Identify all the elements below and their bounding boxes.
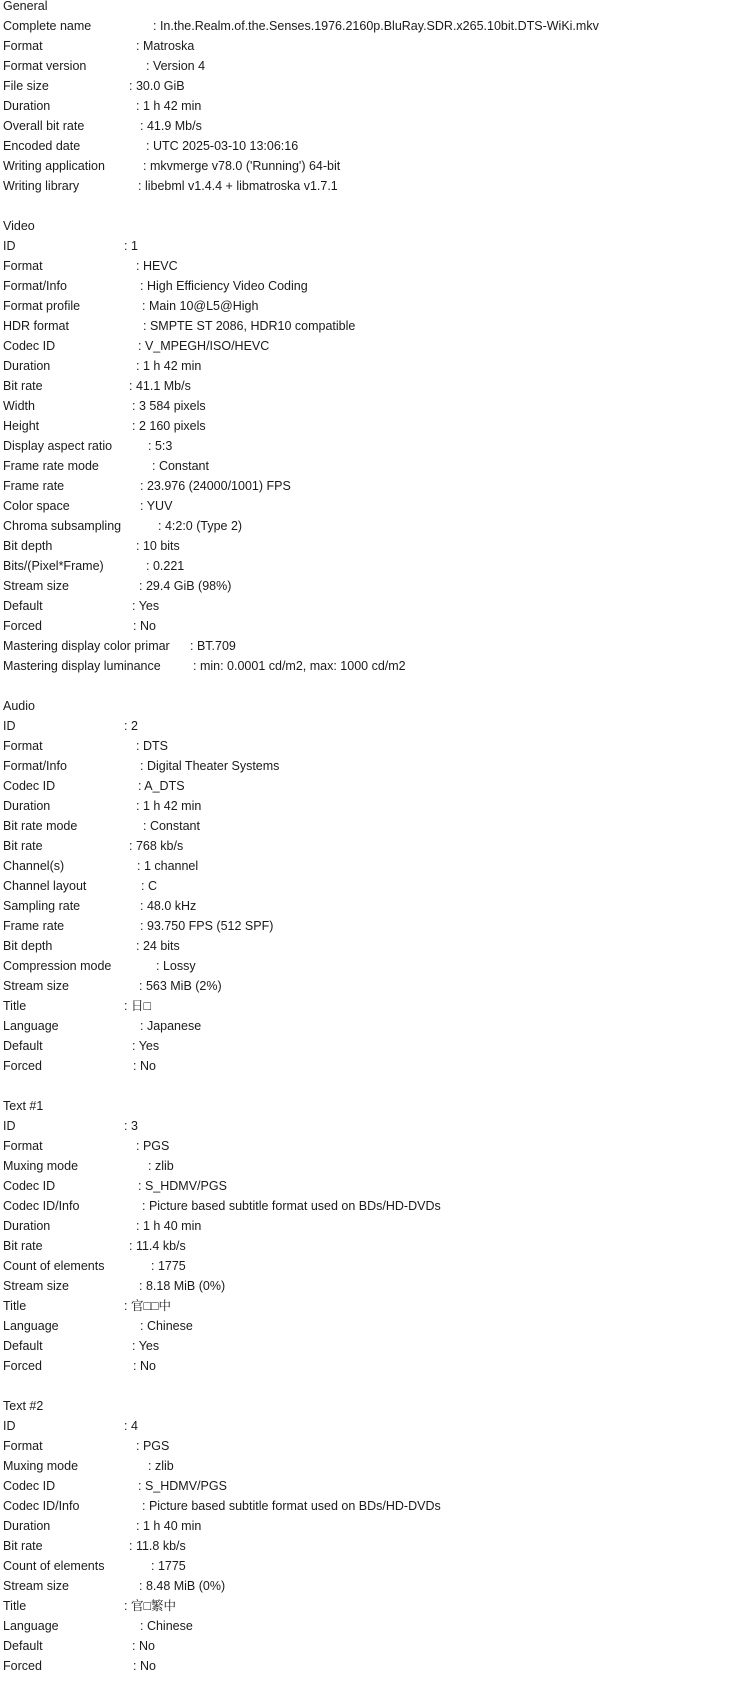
- field-label: Codec ID: [3, 1479, 56, 1493]
- info-row: [3, 236, 740, 256]
- info-row: [3, 1336, 740, 1356]
- field-value: : 1: [124, 239, 138, 253]
- field-value: : 30.0 GiB: [129, 79, 185, 93]
- field-value: : DTS: [136, 739, 168, 753]
- field-label: Frame rate mode: [3, 459, 99, 473]
- field-value: : 10 bits: [136, 539, 180, 553]
- field-label: Duration: [3, 799, 51, 813]
- field-value: : 1 h 40 min: [136, 1519, 202, 1533]
- field-label: Complete name: [3, 19, 92, 33]
- section-title: Video: [3, 219, 35, 233]
- info-row: [3, 416, 740, 436]
- field-label: Mastering display luminance: [3, 659, 161, 673]
- field-value: : 官□繁中: [124, 1599, 176, 1613]
- field-label: Bit rate: [3, 379, 43, 393]
- field-value: : 3: [124, 1119, 138, 1133]
- field-label: File size: [3, 79, 49, 93]
- field-label: Duration: [3, 359, 51, 373]
- info-row: [3, 616, 740, 636]
- field-value: : zlib: [148, 1459, 174, 1473]
- info-row: [3, 916, 740, 936]
- field-label: Height: [3, 419, 40, 433]
- field-value: : min: 0.0001 cd/m2, max: 1000 cd/m2: [193, 659, 406, 673]
- field-label: Muxing mode: [3, 1459, 79, 1473]
- field-label: Format/Info: [3, 759, 67, 773]
- field-value: : No: [133, 619, 156, 633]
- section-text-2: [3, 1396, 740, 1676]
- info-row: [3, 256, 740, 276]
- field-value: : 93.750 FPS (512 SPF): [140, 919, 274, 933]
- field-value: : 29.4 GiB (98%): [139, 579, 232, 593]
- info-row: [3, 16, 740, 36]
- field-label: Writing library: [3, 179, 80, 193]
- field-value: : No: [133, 1359, 156, 1373]
- field-label: Format: [3, 259, 43, 273]
- field-label: Format: [3, 739, 43, 753]
- field-value: : 4:2:0 (Type 2): [158, 519, 243, 533]
- field-value: : Constant: [143, 819, 200, 833]
- info-row: [3, 856, 740, 876]
- field-label: Bit rate: [3, 1539, 43, 1553]
- field-value: : Yes: [132, 599, 160, 613]
- field-label: Language: [3, 1019, 59, 1033]
- field-label: ID: [3, 1119, 16, 1133]
- field-value: : SMPTE ST 2086, HDR10 compatible: [143, 319, 356, 333]
- field-value: : Matroska: [136, 39, 195, 53]
- field-value: : 1 h 42 min: [136, 799, 202, 813]
- field-label: Duration: [3, 99, 51, 113]
- field-label: Forced: [3, 1359, 42, 1373]
- info-row: [3, 276, 740, 296]
- field-value: : Picture based subtitle format used on BDs/HD-DVDs: [142, 1199, 441, 1213]
- field-value: : 1 h 42 min: [136, 359, 202, 373]
- info-row: [3, 976, 740, 996]
- field-value: : 23.976 (24000/1001) FPS: [140, 479, 291, 493]
- field-label: Codec ID/Info: [3, 1199, 80, 1213]
- field-label: Channel(s): [3, 859, 65, 873]
- field-value: : Yes: [132, 1339, 160, 1353]
- section-title: Audio: [3, 699, 35, 713]
- field-value: : 48.0 kHz: [140, 899, 197, 913]
- field-value: : Chinese: [140, 1319, 193, 1333]
- field-value: : 1 h 42 min: [136, 99, 202, 113]
- field-value: : 0.221: [146, 559, 185, 573]
- field-value: : No: [133, 1659, 156, 1673]
- field-value: : Yes: [132, 1039, 160, 1053]
- field-label: Stream size: [3, 1579, 69, 1593]
- field-value: : YUV: [140, 499, 173, 513]
- field-label: Format version: [3, 59, 87, 73]
- field-value: : 24 bits: [136, 939, 180, 953]
- field-value: : High Efficiency Video Coding: [140, 279, 308, 293]
- field-label: Writing application: [3, 159, 105, 173]
- info-row: [3, 1176, 740, 1196]
- field-label: Duration: [3, 1219, 51, 1233]
- field-label: Encoded date: [3, 139, 81, 153]
- section-audio: [3, 696, 740, 1076]
- info-row: [3, 1656, 740, 1676]
- field-label: Format profile: [3, 299, 81, 313]
- field-label: Width: [3, 399, 35, 413]
- field-value: : S_HDMV/PGS: [138, 1479, 227, 1493]
- field-value: : A_DTS: [138, 779, 185, 793]
- field-label: Default: [3, 599, 43, 613]
- info-row: [3, 1496, 740, 1516]
- field-value: : PGS: [136, 1439, 170, 1453]
- section-general: [3, 0, 740, 196]
- field-label: Bit rate mode: [3, 819, 78, 833]
- field-label: Bit depth: [3, 939, 53, 953]
- info-row: [3, 1636, 740, 1656]
- field-value: : libebml v1.4.4 + libmatroska v1.7.1: [138, 179, 338, 193]
- section-title: Text #1: [3, 1099, 44, 1113]
- info-row: [3, 1276, 740, 1296]
- field-label: Forced: [3, 1659, 42, 1673]
- field-value: : S_HDMV/PGS: [138, 1179, 227, 1193]
- field-value: : PGS: [136, 1139, 170, 1153]
- field-label: Muxing mode: [3, 1159, 79, 1173]
- info-row: [3, 636, 740, 656]
- field-label: Format: [3, 1139, 43, 1153]
- field-value: : 563 MiB (2%): [139, 979, 222, 993]
- field-value: : Main 10@L5@High: [142, 299, 259, 313]
- field-label: Format/Info: [3, 279, 67, 293]
- field-value: : HEVC: [136, 259, 178, 273]
- info-row: [3, 1356, 740, 1376]
- info-row: [3, 596, 740, 616]
- field-value: : Chinese: [140, 1619, 193, 1633]
- field-value: : No: [133, 1059, 156, 1073]
- info-row: [3, 1116, 740, 1136]
- info-row: [3, 736, 740, 756]
- info-row: [3, 876, 740, 896]
- field-value: : mkvmerge v78.0 ('Running') 64-bit: [143, 159, 341, 173]
- field-label: Codec ID: [3, 1179, 56, 1193]
- field-value: : UTC 2025-03-10 13:06:16: [146, 139, 299, 153]
- mediainfo-report: [3, 0, 740, 1696]
- field-value: : Japanese: [140, 1019, 202, 1033]
- field-value: : 41.1 Mb/s: [129, 379, 191, 393]
- info-row: [3, 956, 740, 976]
- info-row: [3, 1476, 740, 1496]
- info-row: [3, 136, 740, 156]
- field-label: Mastering display color primar: [3, 639, 170, 653]
- info-row: [3, 836, 740, 856]
- info-row: [3, 1036, 740, 1056]
- field-label: Stream size: [3, 1279, 69, 1293]
- field-label: Duration: [3, 1519, 51, 1533]
- info-row: [3, 1456, 740, 1476]
- field-value: : Picture based subtitle format used on BDs/HD-DVDs: [142, 1499, 441, 1513]
- field-value: : 1 channel: [137, 859, 199, 873]
- field-label: Default: [3, 1639, 43, 1653]
- info-row: [3, 1436, 740, 1456]
- section-title: General: [3, 0, 48, 13]
- field-value: : 1775: [151, 1259, 186, 1273]
- info-row: [3, 1416, 740, 1436]
- field-label: Language: [3, 1319, 59, 1333]
- info-row: [3, 516, 740, 536]
- field-value: : 官□□中: [124, 1299, 172, 1313]
- info-row: [3, 656, 740, 676]
- section-title: Text #2: [3, 1399, 44, 1413]
- info-row: [3, 176, 740, 196]
- info-row: [3, 96, 740, 116]
- info-row: [3, 1556, 740, 1576]
- field-value: : 768 kb/s: [129, 839, 184, 853]
- field-value: : Lossy: [156, 959, 196, 973]
- info-row: [3, 536, 740, 556]
- field-label: Channel layout: [3, 879, 87, 893]
- info-row: [3, 556, 740, 576]
- info-row: [3, 336, 740, 356]
- info-row: [3, 776, 740, 796]
- field-label: Title: [3, 1299, 27, 1313]
- field-label: Default: [3, 1039, 43, 1053]
- field-label: Display aspect ratio: [3, 439, 113, 453]
- field-label: Default: [3, 1339, 43, 1353]
- field-label: ID: [3, 1419, 16, 1433]
- field-value: : 8.48 MiB (0%): [139, 1579, 226, 1593]
- field-value: : 1775: [151, 1559, 186, 1573]
- info-row: [3, 1156, 740, 1176]
- field-label: Codec ID/Info: [3, 1499, 80, 1513]
- field-label: Sampling rate: [3, 899, 81, 913]
- field-value: : 3 584 pixels: [132, 399, 206, 413]
- info-row: [3, 1196, 740, 1216]
- field-value: : 1 h 40 min: [136, 1219, 202, 1233]
- section-video: [3, 216, 740, 676]
- info-row: [3, 576, 740, 596]
- field-value: : V_MPEGH/ISO/HEVC: [138, 339, 270, 353]
- field-label: Bits/(Pixel*Frame): [3, 559, 104, 573]
- field-value: : Digital Theater Systems: [140, 759, 280, 773]
- info-row: [3, 1016, 740, 1036]
- info-row: [3, 356, 740, 376]
- field-value: : 2 160 pixels: [132, 419, 206, 433]
- field-value: : Constant: [152, 459, 209, 473]
- info-row: [3, 156, 740, 176]
- info-row: [3, 496, 740, 516]
- field-label: Color space: [3, 499, 70, 513]
- field-value: : 4: [124, 1419, 138, 1433]
- field-value: : 5:3: [148, 439, 173, 453]
- info-row: [3, 1576, 740, 1596]
- field-value: : 2: [124, 719, 138, 733]
- field-label: Format: [3, 1439, 43, 1453]
- info-row: [3, 796, 740, 816]
- info-row: [3, 76, 740, 96]
- field-label: Bit depth: [3, 539, 53, 553]
- field-value: : 日□: [124, 999, 151, 1013]
- field-label: Stream size: [3, 979, 69, 993]
- info-row: [3, 1596, 740, 1616]
- info-row: [3, 1616, 740, 1636]
- field-label: Bit rate: [3, 839, 43, 853]
- info-row: [3, 1296, 740, 1316]
- info-row: [3, 1056, 740, 1076]
- field-value: : 11.4 kb/s: [129, 1239, 186, 1253]
- field-label: ID: [3, 239, 16, 253]
- field-label: Forced: [3, 1059, 42, 1073]
- info-row: [3, 316, 740, 336]
- field-label: Count of elements: [3, 1259, 105, 1273]
- info-row: [3, 816, 740, 836]
- field-label: Title: [3, 999, 27, 1013]
- field-label: HDR format: [3, 319, 69, 333]
- info-row: [3, 716, 740, 736]
- field-value: : 41.9 Mb/s: [140, 119, 202, 133]
- info-row: [3, 936, 740, 956]
- field-label: Title: [3, 1599, 27, 1613]
- field-label: Format: [3, 39, 43, 53]
- field-value: : C: [141, 879, 157, 893]
- section-text-1: [3, 1096, 740, 1376]
- field-value: : 11.8 kb/s: [129, 1539, 186, 1553]
- field-label: Frame rate: [3, 919, 65, 933]
- info-row: [3, 296, 740, 316]
- field-label: Bit rate: [3, 1239, 43, 1253]
- field-value: : BT.709: [190, 639, 236, 653]
- field-label: Count of elements: [3, 1559, 105, 1573]
- field-value: : 8.18 MiB (0%): [139, 1279, 226, 1293]
- field-label: Compression mode: [3, 959, 112, 973]
- info-row: [3, 456, 740, 476]
- info-row: [3, 1216, 740, 1236]
- field-label: Frame rate: [3, 479, 65, 493]
- info-row: [3, 476, 740, 496]
- info-row: [3, 1256, 740, 1276]
- field-value: : In.the.Realm.of.the.Senses.1976.2160p.BluRay.SDR.x265.10bit.DTS-WiKi.mkv: [153, 19, 599, 33]
- info-row: [3, 1516, 740, 1536]
- info-row: [3, 996, 740, 1016]
- field-value: : Version 4: [146, 59, 206, 73]
- info-row: [3, 56, 740, 76]
- field-label: Forced: [3, 619, 42, 633]
- field-label: Chroma subsampling: [3, 519, 122, 533]
- info-row: [3, 396, 740, 416]
- info-row: [3, 1316, 740, 1336]
- info-row: [3, 1236, 740, 1256]
- info-row: [3, 896, 740, 916]
- field-label: Overall bit rate: [3, 119, 85, 133]
- field-value: : zlib: [148, 1159, 174, 1173]
- field-label: Stream size: [3, 579, 69, 593]
- info-row: [3, 1136, 740, 1156]
- info-row: [3, 116, 740, 136]
- info-row: [3, 376, 740, 396]
- field-label: Language: [3, 1619, 59, 1633]
- field-value: : No: [132, 1639, 155, 1653]
- info-row: [3, 36, 740, 56]
- info-row: [3, 1536, 740, 1556]
- info-row: [3, 436, 740, 456]
- field-label: Codec ID: [3, 779, 56, 793]
- info-row: [3, 756, 740, 776]
- field-label: ID: [3, 719, 16, 733]
- field-label: Codec ID: [3, 339, 56, 353]
